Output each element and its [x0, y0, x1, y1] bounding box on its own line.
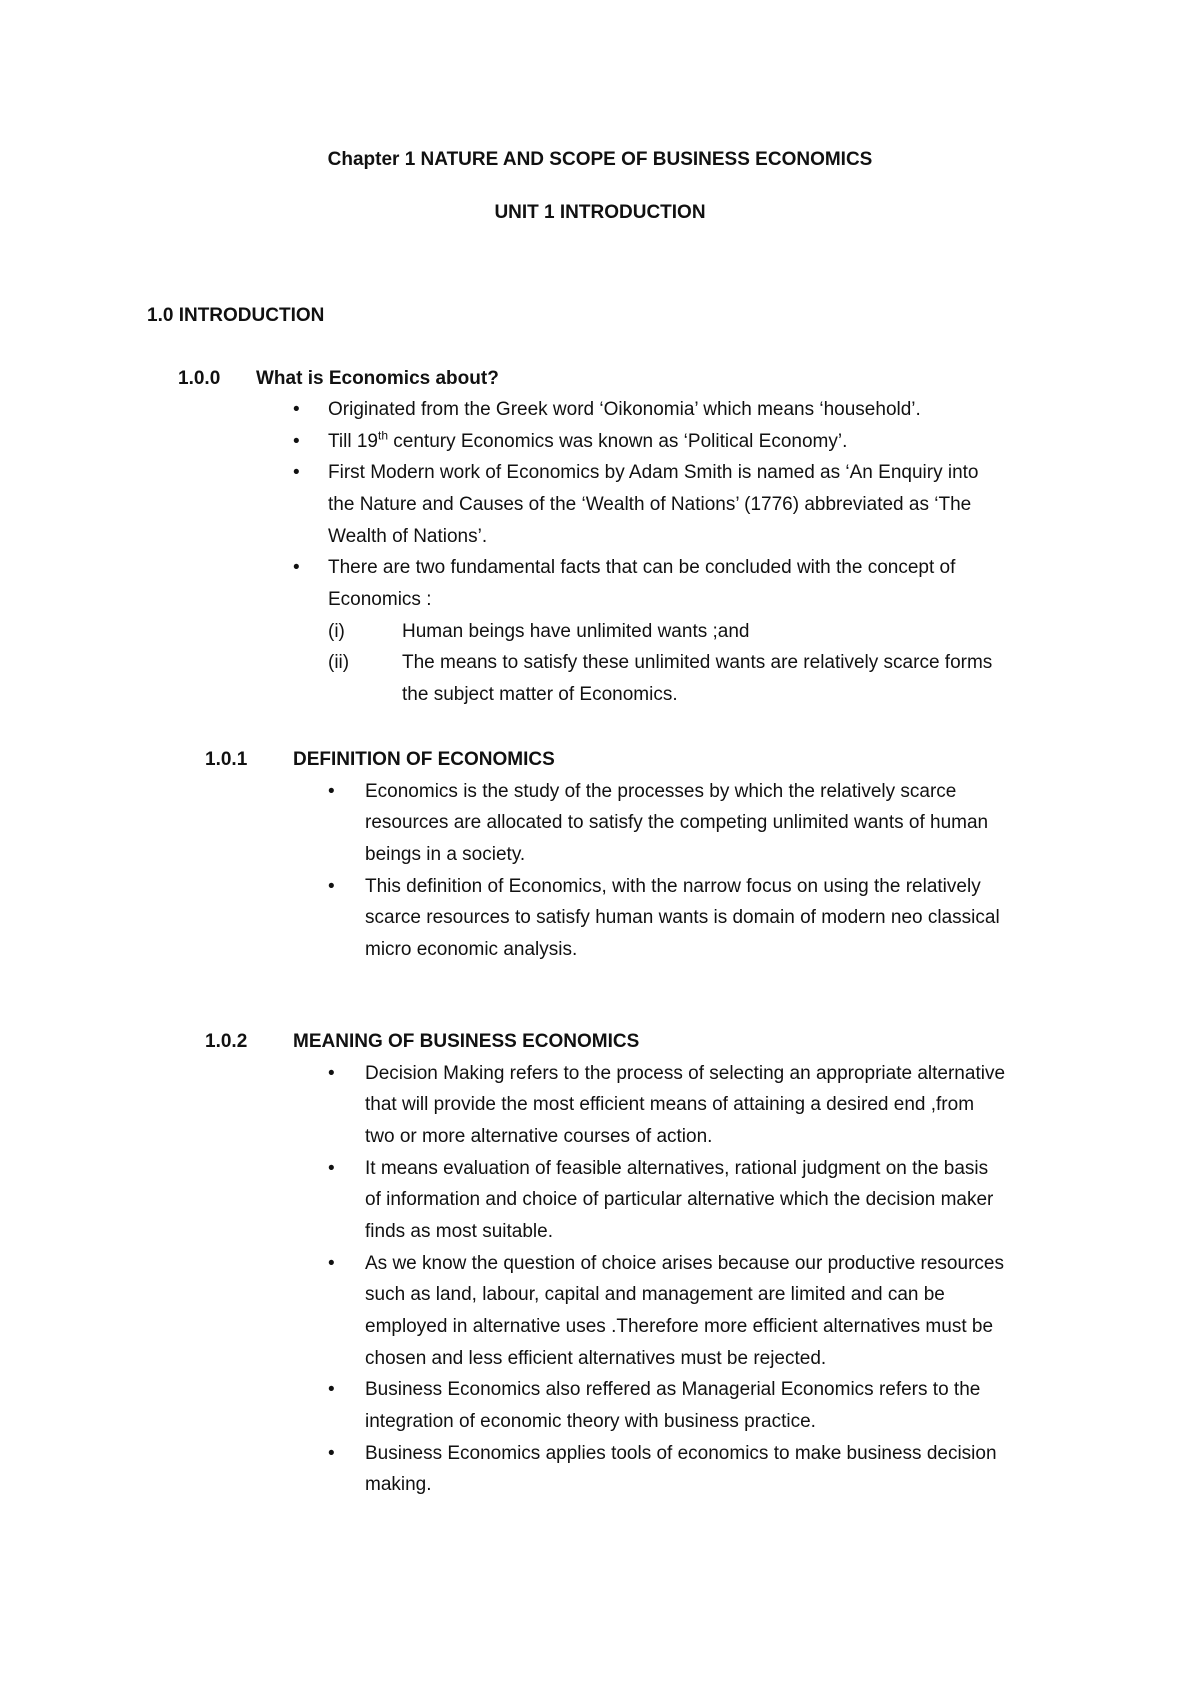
list-item-text: of information and choice of particular alternative which the decision maker — [365, 1189, 994, 1210]
list-item-text: integration of economic theory with business practice. — [365, 1411, 816, 1432]
bullet-icon: • — [328, 876, 335, 897]
list-item-text: First Modern work of Economics by Adam Smith is named as ‘An Enquiry into — [328, 462, 979, 483]
section-title-1-0-2: MEANING OF BUSINESS ECONOMICS — [293, 1031, 640, 1052]
sublist-text: Human beings have unlimited wants ;and — [402, 621, 750, 642]
list-item-text: Wealth of Nations’. — [328, 526, 488, 547]
list-item-text: that will provide the most efficient means of attaining a desired end ,from — [365, 1094, 975, 1115]
sublist-text: the subject matter of Economics. — [402, 684, 678, 705]
list-item-text — [328, 430, 847, 454]
section-number-1-0-1: 1.0.1 — [205, 749, 248, 770]
sublist-label: (i) — [328, 621, 345, 642]
sublist-text: The means to satisfy these unlimited wants are relatively scarce forms — [402, 652, 993, 673]
list-item-text-part: Till 19 — [328, 431, 378, 452]
section-title-1-0-0: What is Economics about? — [256, 368, 499, 389]
list-item-text: beings in a society. — [365, 844, 526, 865]
list-item-text: finds as most suitable. — [365, 1221, 553, 1242]
list-item-text: This definition of Economics, with the narrow focus on using the relatively — [365, 876, 981, 897]
sublist-label: (ii) — [328, 652, 350, 673]
list-item-text: It means evaluation of feasible alternatives, rational judgment on the basis — [365, 1158, 989, 1179]
section-heading-1-0: 1.0 INTRODUCTION — [147, 305, 325, 326]
section-number-1-0-0: 1.0.0 — [178, 368, 221, 389]
list-item-text: such as land, labour, capital and management are limited and can be — [365, 1284, 945, 1305]
list-item-text: employed in alternative uses .Therefore more efficient alternatives must be — [365, 1316, 994, 1337]
list-item-text: resources are allocated to satisfy the competing unlimited wants of human — [365, 812, 989, 833]
list-item-text: Business Economics also reffered as Managerial Economics refers to the — [365, 1379, 981, 1400]
superscript: th — [377, 428, 388, 443]
bullet-icon: • — [328, 1379, 335, 1400]
list-item-text: Economics : — [328, 589, 432, 610]
bullet-icon: • — [293, 557, 300, 578]
list-item-text: scarce resources to satisfy human wants is domain of modern neo classical — [365, 907, 1000, 928]
section-title-1-0-1: DEFINITION OF ECONOMICS — [293, 749, 555, 770]
bullet-icon: • — [328, 1253, 335, 1274]
bullet-icon: • — [328, 1063, 335, 1084]
list-item-text: Decision Making refers to the process of selecting an appropriate alternative — [365, 1063, 1006, 1084]
list-item-text: There are two fundamental facts that can be concluded with the concept of — [328, 557, 956, 578]
bullet-icon: • — [328, 1158, 335, 1179]
list-item-text-part: century Economics was known as ‘Political Economy’. — [388, 431, 848, 452]
bullet-icon: • — [328, 781, 335, 802]
list-item-text: As we know the question of choice arises because our productive resources — [365, 1253, 1004, 1274]
list-item-text: Economics is the study of the processes by which the relatively scarce — [365, 781, 957, 802]
bullet-icon: • — [293, 462, 300, 483]
list-item-text: chosen and less efficient alternatives must be rejected. — [365, 1348, 827, 1369]
list-item-text: two or more alternative courses of action. — [365, 1126, 713, 1147]
bullet-icon: • — [293, 431, 300, 452]
list-item-text: Business Economics applies tools of economics to make business decision — [365, 1443, 997, 1464]
chapter-title: Chapter 1 NATURE AND SCOPE OF BUSINESS ECONOMICS — [327, 149, 873, 170]
list-item-text: the Nature and Causes of the ‘Wealth of Nations’ (1776) abbreviated as ‘The — [328, 494, 972, 515]
list-item-text: making. — [365, 1474, 432, 1495]
bullet-icon: • — [293, 399, 300, 420]
list-item-text: Originated from the Greek word ‘Oikonomia’ which means ‘household’. — [328, 399, 921, 420]
unit-title: UNIT 1 INTRODUCTION — [494, 202, 706, 223]
bullet-icon: • — [328, 1443, 335, 1464]
list-item-text: micro economic analysis. — [365, 939, 578, 960]
section-number-1-0-2: 1.0.2 — [205, 1031, 248, 1052]
